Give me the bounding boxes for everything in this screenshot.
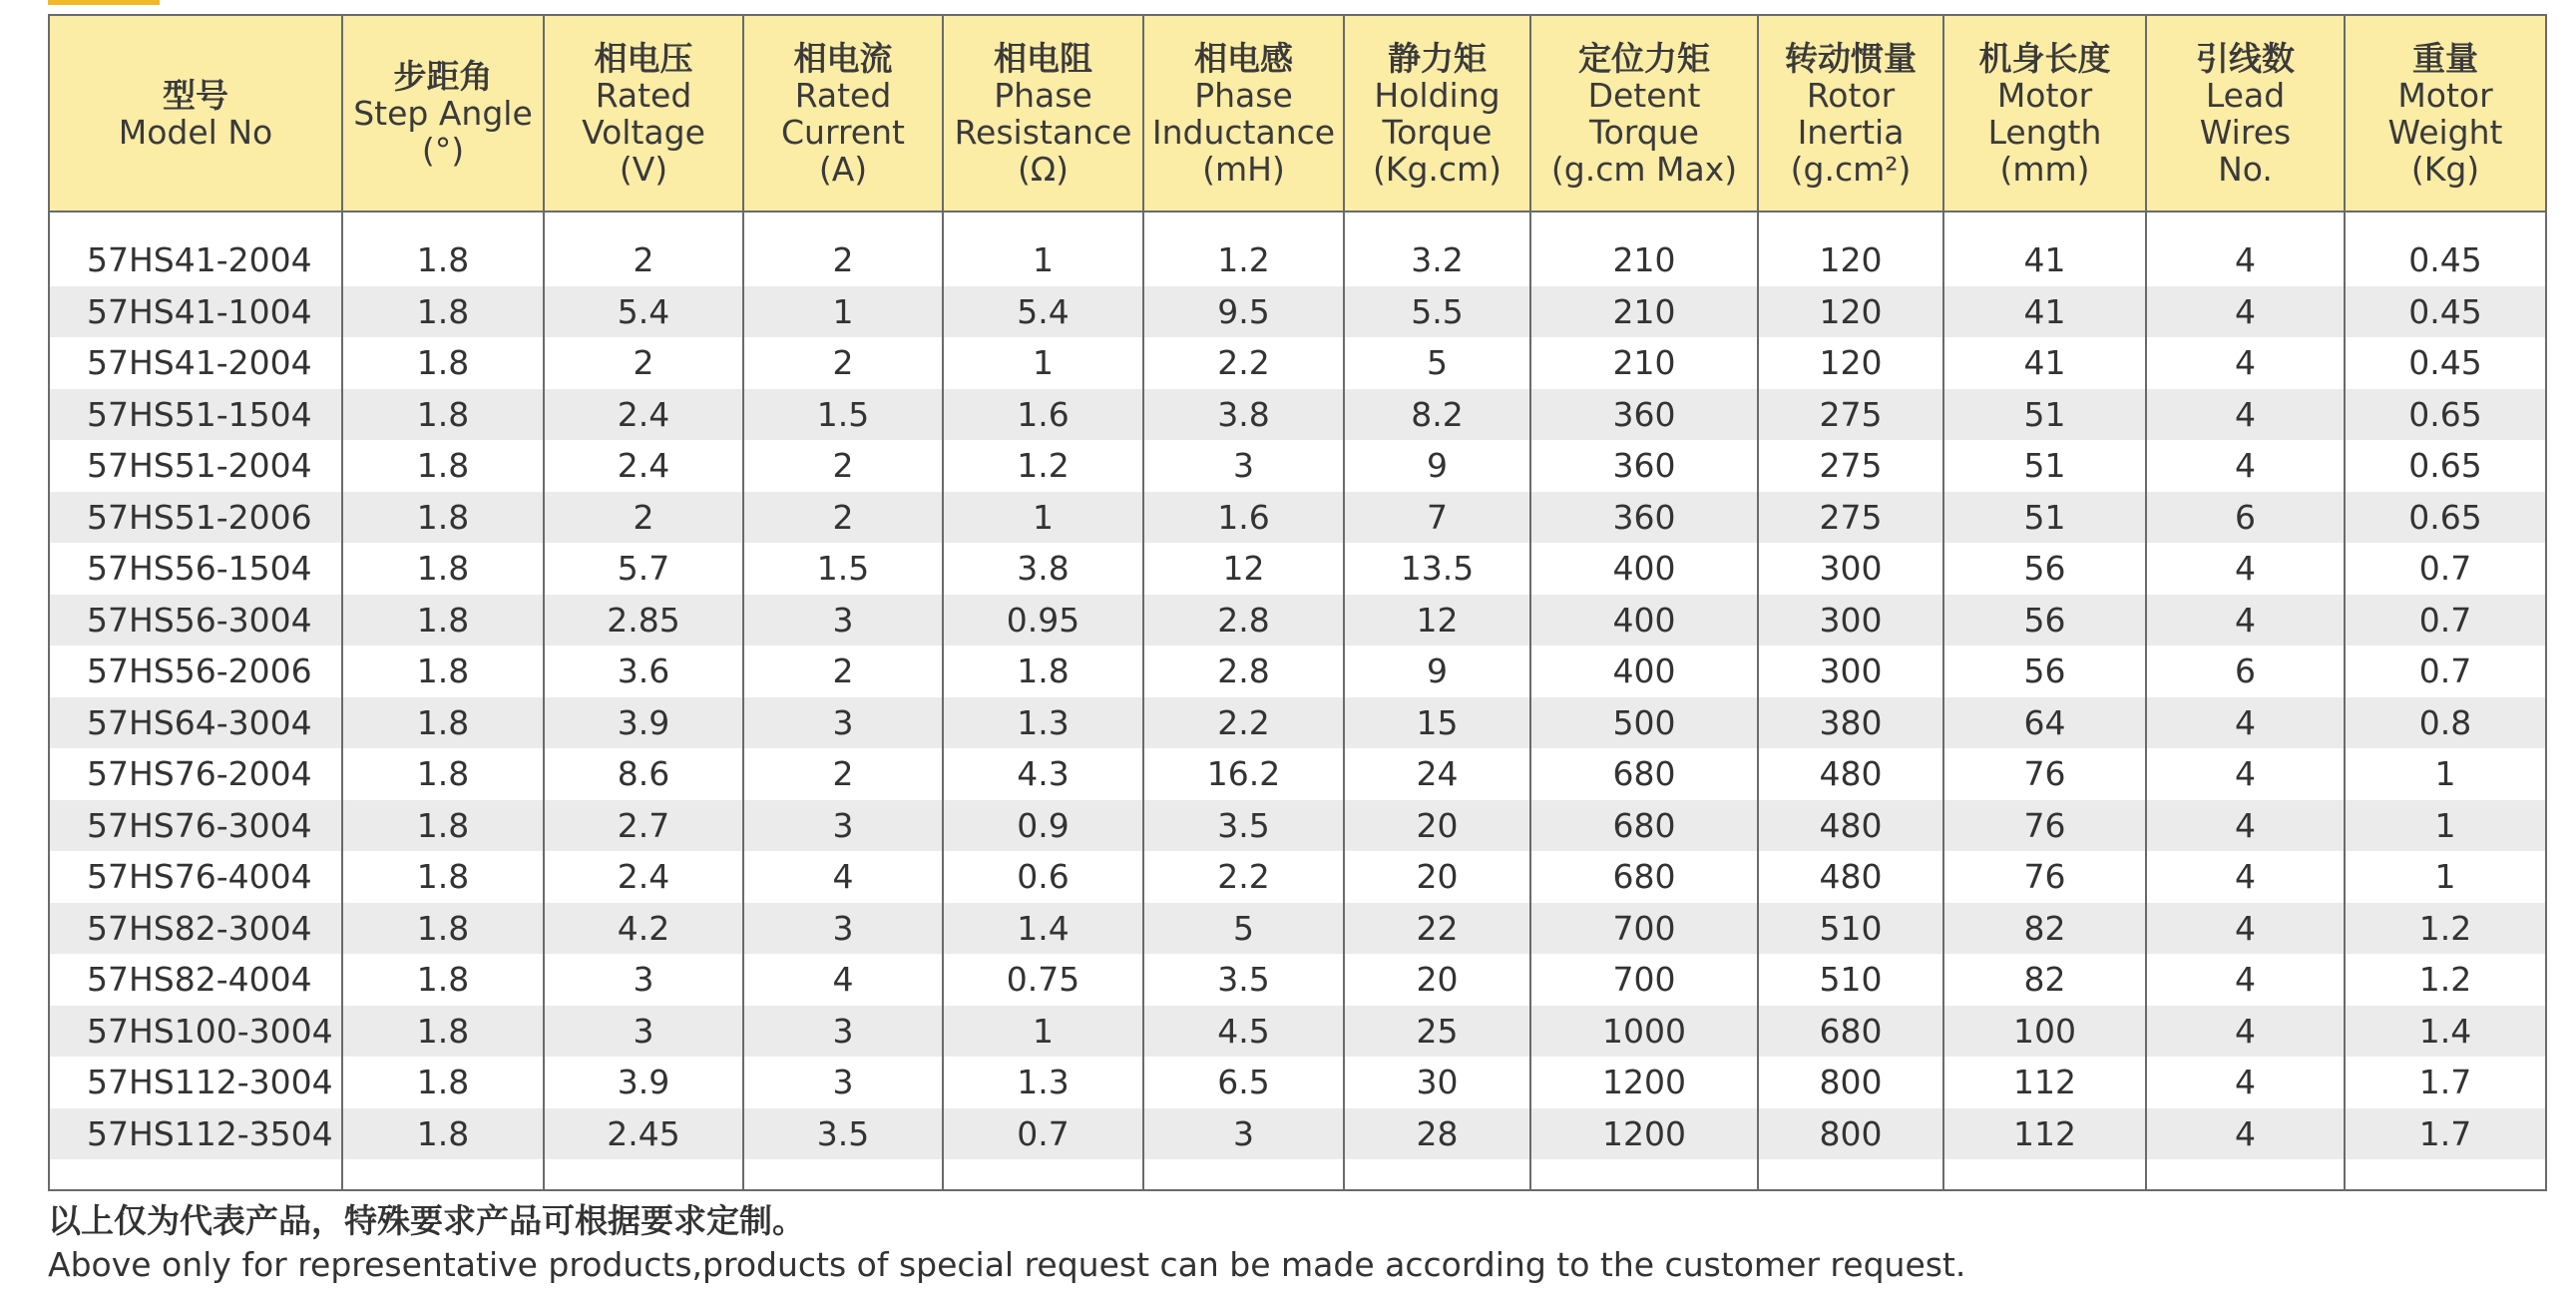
- cell-lead-wires: 4: [2146, 1006, 2345, 1058]
- cell-motor-length: 76: [1943, 800, 2146, 852]
- cell-step-angle: 1.8: [342, 800, 544, 852]
- cell-rated-current: 3.5: [743, 1108, 943, 1160]
- cell-motor-length: 112: [1943, 1108, 2146, 1160]
- cell-detent-torque: 680: [1530, 800, 1758, 852]
- cell-lead-wires: 6: [2146, 492, 2345, 544]
- cell-rotor-inertia: 275: [1758, 389, 1943, 441]
- cell-detent-torque: 700: [1530, 954, 1758, 1006]
- cell-rotor-inertia: 480: [1758, 851, 1943, 903]
- cell-detent-torque: 680: [1530, 851, 1758, 903]
- cell-motor-weight: 1.2: [2345, 954, 2546, 1006]
- cell-phase-inductance: 4.5: [1143, 1006, 1344, 1058]
- cell-rated-voltage: 3: [544, 1006, 743, 1058]
- cell-holding-torque: 5: [1344, 337, 1530, 389]
- table-row: [49, 1006, 2546, 1058]
- cell-motor-weight: 1.4: [2345, 1006, 2546, 1058]
- cell-rotor-inertia: 800: [1758, 1108, 1943, 1160]
- cell-rotor-inertia: 510: [1758, 903, 1943, 955]
- cell-detent-torque: 210: [1530, 286, 1758, 338]
- cell-motor-weight: 0.8: [2345, 697, 2546, 749]
- cell-phase-resistance: 1.3: [943, 1057, 1143, 1108]
- cell-model-no: 57HS76-2004: [49, 748, 342, 800]
- cell-phase-resistance: 3.8: [943, 543, 1143, 595]
- cell-motor-weight: 1: [2345, 800, 2546, 852]
- cell-phase-inductance: 1.6: [1143, 492, 1344, 544]
- spacer-cell: [1344, 212, 1530, 234]
- cell-motor-length: 112: [1943, 1057, 2146, 1108]
- spacer-cell: [1530, 1159, 1758, 1190]
- cell-detent-torque: 680: [1530, 748, 1758, 800]
- cell-detent-torque: 210: [1530, 234, 1758, 286]
- cell-rotor-inertia: 275: [1758, 492, 1943, 544]
- cell-rated-current: 2: [743, 748, 943, 800]
- cell-model-no: 57HS56-3004: [49, 595, 342, 647]
- cell-phase-resistance: 1: [943, 234, 1143, 286]
- cell-holding-torque: 5.5: [1344, 286, 1530, 338]
- spacer-cell: [544, 1159, 743, 1190]
- table-bottom-spacer: [49, 1159, 2546, 1190]
- cell-phase-inductance: 1.2: [1143, 234, 1344, 286]
- cell-motor-weight: 1.7: [2345, 1108, 2546, 1160]
- cell-rated-current: 2: [743, 492, 943, 544]
- cell-rated-voltage: 3.9: [544, 697, 743, 749]
- spacer-cell: [943, 1159, 1143, 1190]
- cell-rated-voltage: 2.4: [544, 440, 743, 492]
- cell-rated-voltage: 2.4: [544, 851, 743, 903]
- spacer-cell: [49, 1159, 342, 1190]
- stepper-motor-spec-table: [48, 14, 2547, 1191]
- spacer-cell: [1758, 212, 1943, 234]
- cell-phase-inductance: 2.2: [1143, 697, 1344, 749]
- cell-holding-torque: 3.2: [1344, 234, 1530, 286]
- cell-lead-wires: 4: [2146, 337, 2345, 389]
- cell-model-no: 57HS76-4004: [49, 851, 342, 903]
- cell-lead-wires: 4: [2146, 543, 2345, 595]
- table-row: [49, 646, 2546, 697]
- header-motor-length: 机身长度 Motor Length (mm): [1943, 15, 2146, 212]
- cell-rated-current: 2: [743, 234, 943, 286]
- table-row: [49, 337, 2546, 389]
- cell-motor-length: 82: [1943, 903, 2146, 955]
- cell-rated-voltage: 2.45: [544, 1108, 743, 1160]
- cell-phase-resistance: 0.95: [943, 595, 1143, 647]
- cell-detent-torque: 400: [1530, 543, 1758, 595]
- cell-phase-resistance: 1.2: [943, 440, 1143, 492]
- cell-phase-resistance: 1: [943, 337, 1143, 389]
- cell-detent-torque: 360: [1530, 440, 1758, 492]
- table-row: [49, 234, 2546, 286]
- cell-motor-length: 51: [1943, 389, 2146, 441]
- cell-lead-wires: 6: [2146, 646, 2345, 697]
- note-chinese: 以上仅为代表产品，特殊要求产品可根据要求定制。: [48, 1201, 805, 1240]
- note-english: Above only for representative products,products of special request can be made according to the customer request.: [48, 1245, 1966, 1284]
- cell-holding-torque: 9: [1344, 440, 1530, 492]
- cell-motor-length: 76: [1943, 851, 2146, 903]
- cell-lead-wires: 4: [2146, 389, 2345, 441]
- cell-phase-resistance: 0.7: [943, 1108, 1143, 1160]
- cell-detent-torque: 400: [1530, 646, 1758, 697]
- cell-phase-inductance: 2.8: [1143, 595, 1344, 647]
- cell-detent-torque: 1200: [1530, 1108, 1758, 1160]
- cell-model-no: 57HS64-3004: [49, 697, 342, 749]
- cell-rated-voltage: 2: [544, 492, 743, 544]
- cell-step-angle: 1.8: [342, 1108, 544, 1160]
- cell-holding-torque: 20: [1344, 954, 1530, 1006]
- cell-holding-torque: 24: [1344, 748, 1530, 800]
- cell-rated-current: 2: [743, 337, 943, 389]
- cell-model-no: 57HS100-3004: [49, 1006, 342, 1058]
- cell-holding-torque: 8.2: [1344, 389, 1530, 441]
- cell-lead-wires: 4: [2146, 954, 2345, 1006]
- cell-rated-current: 1.5: [743, 543, 943, 595]
- header-model-no: 型号 Model No: [49, 15, 342, 212]
- cell-motor-length: 56: [1943, 543, 2146, 595]
- cell-rated-voltage: 5.7: [544, 543, 743, 595]
- cell-model-no: 57HS56-1504: [49, 543, 342, 595]
- cell-phase-inductance: 2.2: [1143, 851, 1344, 903]
- table-row: [49, 440, 2546, 492]
- cell-rotor-inertia: 120: [1758, 337, 1943, 389]
- cell-motor-weight: 0.45: [2345, 234, 2546, 286]
- cell-detent-torque: 700: [1530, 903, 1758, 955]
- cell-phase-inductance: 16.2: [1143, 748, 1344, 800]
- cell-rotor-inertia: 120: [1758, 286, 1943, 338]
- cell-model-no: 57HS51-1504: [49, 389, 342, 441]
- cell-model-no: 57HS112-3504: [49, 1108, 342, 1160]
- cell-rated-voltage: 5.4: [544, 286, 743, 338]
- header-holding-torque: 静力矩 Holding Torque (Kg.cm): [1344, 15, 1530, 212]
- table-body: [49, 212, 2546, 1190]
- cell-motor-weight: 0.65: [2345, 440, 2546, 492]
- cell-phase-inductance: 6.5: [1143, 1057, 1344, 1108]
- cell-step-angle: 1.8: [342, 234, 544, 286]
- cell-rated-voltage: 3.6: [544, 646, 743, 697]
- cell-rated-voltage: 2.7: [544, 800, 743, 852]
- cell-phase-resistance: 0.75: [943, 954, 1143, 1006]
- cell-rotor-inertia: 300: [1758, 595, 1943, 647]
- cell-motor-weight: 0.7: [2345, 595, 2546, 647]
- cell-phase-inductance: 3.5: [1143, 954, 1344, 1006]
- cell-step-angle: 1.8: [342, 903, 544, 955]
- cell-holding-torque: 30: [1344, 1057, 1530, 1108]
- cell-motor-length: 41: [1943, 286, 2146, 338]
- cell-rated-voltage: 2.85: [544, 595, 743, 647]
- cell-phase-inductance: 12: [1143, 543, 1344, 595]
- cell-holding-torque: 25: [1344, 1006, 1530, 1058]
- cell-motor-weight: 0.45: [2345, 337, 2546, 389]
- cell-phase-resistance: 0.6: [943, 851, 1143, 903]
- table-row: [49, 1057, 2546, 1108]
- cell-motor-length: 64: [1943, 697, 2146, 749]
- cell-phase-resistance: 1.8: [943, 646, 1143, 697]
- cell-rated-current: 3: [743, 1057, 943, 1108]
- cell-lead-wires: 4: [2146, 440, 2345, 492]
- cell-detent-torque: 360: [1530, 492, 1758, 544]
- cell-model-no: 57HS76-3004: [49, 800, 342, 852]
- spacer-cell: [2345, 212, 2546, 234]
- cell-motor-weight: 1: [2345, 748, 2546, 800]
- header-detent-torque: 定位力矩 Detent Torque (g.cm Max): [1530, 15, 1758, 212]
- cell-step-angle: 1.8: [342, 337, 544, 389]
- cell-motor-weight: 0.7: [2345, 646, 2546, 697]
- cell-rated-voltage: 3.9: [544, 1057, 743, 1108]
- cell-step-angle: 1.8: [342, 543, 544, 595]
- cell-phase-resistance: 1: [943, 1006, 1143, 1058]
- table-header-row: [49, 15, 2546, 212]
- cell-lead-wires: 4: [2146, 286, 2345, 338]
- cell-rotor-inertia: 300: [1758, 646, 1943, 697]
- cell-rated-current: 3: [743, 1006, 943, 1058]
- cell-phase-resistance: 1: [943, 492, 1143, 544]
- cell-motor-weight: 1.7: [2345, 1057, 2546, 1108]
- cell-motor-length: 100: [1943, 1006, 2146, 1058]
- spacer-cell: [49, 212, 342, 234]
- cell-rated-voltage: 3: [544, 954, 743, 1006]
- cell-phase-inductance: 5: [1143, 903, 1344, 955]
- corner-accent-tab: [48, 0, 160, 5]
- cell-motor-length: 41: [1943, 234, 2146, 286]
- cell-rated-current: 1.5: [743, 389, 943, 441]
- cell-motor-weight: 0.65: [2345, 389, 2546, 441]
- cell-holding-torque: 22: [1344, 903, 1530, 955]
- cell-motor-length: 82: [1943, 954, 2146, 1006]
- table-top-spacer: [49, 212, 2546, 234]
- spacer-cell: [1344, 1159, 1530, 1190]
- cell-holding-torque: 28: [1344, 1108, 1530, 1160]
- cell-step-angle: 1.8: [342, 440, 544, 492]
- header-lead-wires: 引线数 Lead Wires No.: [2146, 15, 2345, 212]
- cell-phase-resistance: 0.9: [943, 800, 1143, 852]
- cell-holding-torque: 12: [1344, 595, 1530, 647]
- header-rated-voltage: 相电压 Rated Voltage (V): [544, 15, 743, 212]
- cell-holding-torque: 9: [1344, 646, 1530, 697]
- cell-rated-current: 4: [743, 851, 943, 903]
- cell-holding-torque: 20: [1344, 800, 1530, 852]
- cell-lead-wires: 4: [2146, 1108, 2345, 1160]
- cell-step-angle: 1.8: [342, 1057, 544, 1108]
- spacer-cell: [1943, 212, 2146, 234]
- cell-rated-current: 3: [743, 903, 943, 955]
- cell-motor-length: 56: [1943, 646, 2146, 697]
- cell-step-angle: 1.8: [342, 595, 544, 647]
- table-row: [49, 954, 2546, 1006]
- cell-model-no: 57HS51-2006: [49, 492, 342, 544]
- cell-phase-resistance: 1.3: [943, 697, 1143, 749]
- cell-lead-wires: 4: [2146, 748, 2345, 800]
- cell-rotor-inertia: 480: [1758, 800, 1943, 852]
- cell-rotor-inertia: 680: [1758, 1006, 1943, 1058]
- cell-rotor-inertia: 510: [1758, 954, 1943, 1006]
- cell-phase-inductance: 3: [1143, 1108, 1344, 1160]
- cell-rated-current: 3: [743, 595, 943, 647]
- cell-step-angle: 1.8: [342, 954, 544, 1006]
- table-row: [49, 389, 2546, 441]
- spacer-cell: [2146, 1159, 2345, 1190]
- table-row: [49, 286, 2546, 338]
- cell-detent-torque: 400: [1530, 595, 1758, 647]
- cell-phase-inductance: 3.5: [1143, 800, 1344, 852]
- cell-model-no: 57HS41-2004: [49, 234, 342, 286]
- cell-rotor-inertia: 380: [1758, 697, 1943, 749]
- cell-step-angle: 1.8: [342, 286, 544, 338]
- spacer-cell: [2146, 212, 2345, 234]
- cell-rotor-inertia: 300: [1758, 543, 1943, 595]
- cell-lead-wires: 4: [2146, 1057, 2345, 1108]
- cell-motor-weight: 0.7: [2345, 543, 2546, 595]
- cell-model-no: 57HS82-3004: [49, 903, 342, 955]
- cell-phase-inductance: 9.5: [1143, 286, 1344, 338]
- spacer-cell: [943, 212, 1143, 234]
- cell-lead-wires: 4: [2146, 697, 2345, 749]
- cell-model-no: 57HS112-3004: [49, 1057, 342, 1108]
- cell-phase-inductance: 3: [1143, 440, 1344, 492]
- cell-motor-length: 56: [1943, 595, 2146, 647]
- cell-phase-resistance: 1.4: [943, 903, 1143, 955]
- spacer-cell: [544, 212, 743, 234]
- cell-detent-torque: 1000: [1530, 1006, 1758, 1058]
- cell-model-no: 57HS56-2006: [49, 646, 342, 697]
- cell-step-angle: 1.8: [342, 851, 544, 903]
- cell-phase-resistance: 4.3: [943, 748, 1143, 800]
- cell-phase-inductance: 2.2: [1143, 337, 1344, 389]
- spacer-cell: [743, 212, 943, 234]
- cell-rotor-inertia: 480: [1758, 748, 1943, 800]
- cell-step-angle: 1.8: [342, 492, 544, 544]
- cell-lead-wires: 4: [2146, 903, 2345, 955]
- cell-rated-current: 1: [743, 286, 943, 338]
- table-row: [49, 492, 2546, 544]
- cell-rated-current: 2: [743, 440, 943, 492]
- cell-motor-length: 41: [1943, 337, 2146, 389]
- cell-motor-weight: 1.2: [2345, 903, 2546, 955]
- spacer-cell: [2345, 1159, 2546, 1190]
- cell-model-no: 57HS41-2004: [49, 337, 342, 389]
- cell-motor-length: 51: [1943, 492, 2146, 544]
- spacer-cell: [342, 1159, 544, 1190]
- table-row: [49, 800, 2546, 852]
- cell-rated-voltage: 4.2: [544, 903, 743, 955]
- cell-rotor-inertia: 275: [1758, 440, 1943, 492]
- table-row: [49, 543, 2546, 595]
- cell-step-angle: 1.8: [342, 697, 544, 749]
- cell-lead-wires: 4: [2146, 234, 2345, 286]
- spacer-cell: [1143, 1159, 1344, 1190]
- header-phase-inductance: 相电感 Phase Inductance (mH): [1143, 15, 1344, 212]
- cell-rotor-inertia: 120: [1758, 234, 1943, 286]
- spacer-cell: [743, 1159, 943, 1190]
- cell-rated-voltage: 2: [544, 234, 743, 286]
- cell-phase-inductance: 3.8: [1143, 389, 1344, 441]
- header-step-angle: 步距角 Step Angle (°): [342, 15, 544, 212]
- cell-step-angle: 1.8: [342, 389, 544, 441]
- cell-motor-weight: 1: [2345, 851, 2546, 903]
- cell-detent-torque: 360: [1530, 389, 1758, 441]
- cell-model-no: 57HS41-1004: [49, 286, 342, 338]
- cell-rated-voltage: 2.4: [544, 389, 743, 441]
- spacer-cell: [342, 212, 544, 234]
- table-row: [49, 903, 2546, 955]
- cell-motor-weight: 0.45: [2345, 286, 2546, 338]
- table-row: [49, 595, 2546, 647]
- spacer-cell: [1943, 1159, 2146, 1190]
- spacer-cell: [1758, 1159, 1943, 1190]
- cell-lead-wires: 4: [2146, 800, 2345, 852]
- cell-motor-weight: 0.65: [2345, 492, 2546, 544]
- cell-step-angle: 1.8: [342, 1006, 544, 1058]
- table-row: [49, 851, 2546, 903]
- cell-holding-torque: 7: [1344, 492, 1530, 544]
- cell-rated-current: 3: [743, 800, 943, 852]
- cell-phase-resistance: 5.4: [943, 286, 1143, 338]
- cell-holding-torque: 20: [1344, 851, 1530, 903]
- cell-rated-current: 3: [743, 697, 943, 749]
- cell-lead-wires: 4: [2146, 595, 2345, 647]
- table-row: [49, 1108, 2546, 1160]
- cell-model-no: 57HS82-4004: [49, 954, 342, 1006]
- cell-lead-wires: 4: [2146, 851, 2345, 903]
- cell-phase-resistance: 1.6: [943, 389, 1143, 441]
- cell-motor-length: 76: [1943, 748, 2146, 800]
- header-rated-current: 相电流 Rated Current (A): [743, 15, 943, 212]
- cell-step-angle: 1.8: [342, 748, 544, 800]
- cell-rotor-inertia: 800: [1758, 1057, 1943, 1108]
- cell-rated-current: 2: [743, 646, 943, 697]
- cell-rated-current: 4: [743, 954, 943, 1006]
- table-row: [49, 748, 2546, 800]
- spacer-cell: [1530, 212, 1758, 234]
- table-row: [49, 697, 2546, 749]
- cell-phase-inductance: 2.8: [1143, 646, 1344, 697]
- cell-holding-torque: 13.5: [1344, 543, 1530, 595]
- cell-step-angle: 1.8: [342, 646, 544, 697]
- header-rotor-inertia: 转动惯量 Rotor Inertia (g.cm²): [1758, 15, 1943, 212]
- cell-detent-torque: 210: [1530, 337, 1758, 389]
- header-motor-weight: 重量 Motor Weight (Kg): [2345, 15, 2546, 212]
- cell-rated-voltage: 2: [544, 337, 743, 389]
- spacer-cell: [1143, 212, 1344, 234]
- header-phase-resistance: 相电阻 Phase Resistance (Ω): [943, 15, 1143, 212]
- cell-motor-length: 51: [1943, 440, 2146, 492]
- cell-holding-torque: 15: [1344, 697, 1530, 749]
- cell-detent-torque: 500: [1530, 697, 1758, 749]
- cell-model-no: 57HS51-2004: [49, 440, 342, 492]
- cell-detent-torque: 1200: [1530, 1057, 1758, 1108]
- cell-rated-voltage: 8.6: [544, 748, 743, 800]
